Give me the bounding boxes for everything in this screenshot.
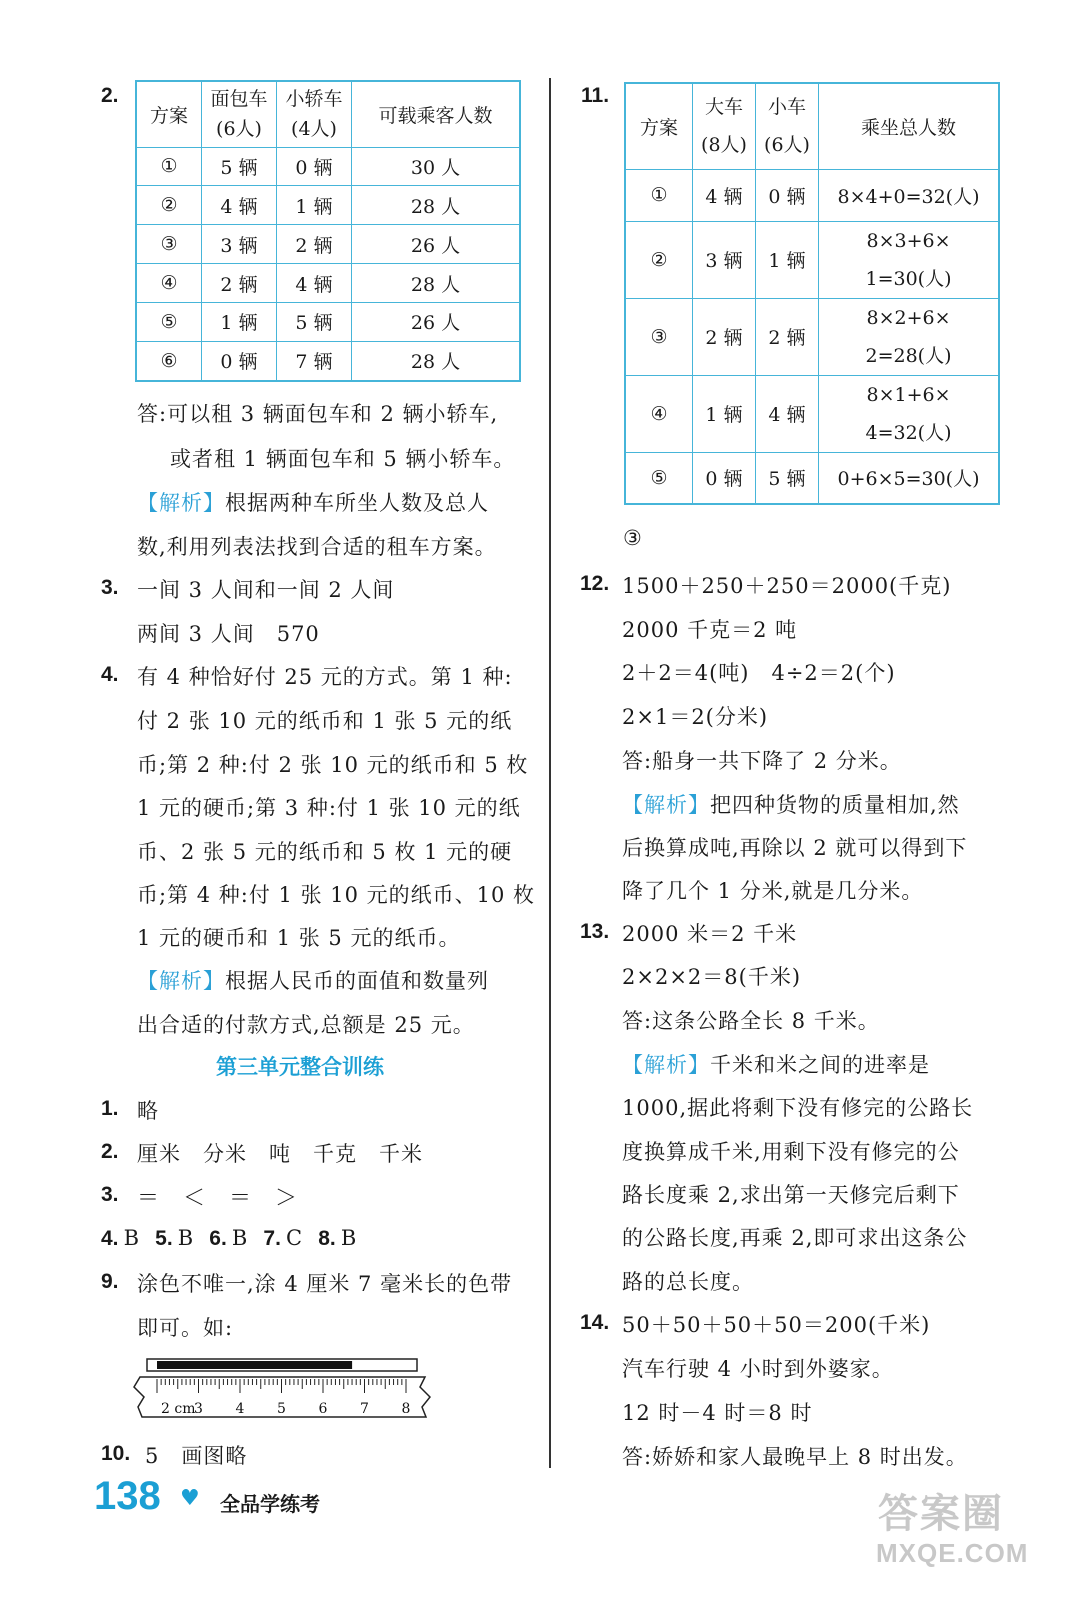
van-cell: 5 辆: [202, 147, 277, 186]
q12-analysis-line1: [622, 789, 960, 819]
q13-analysis-line: 的公路长度,再乘 2,即可求出这条公: [622, 1226, 968, 1250]
ruler-label: 8: [401, 1401, 411, 1417]
q14-line: 50＋50＋50＋50＝200(千米): [622, 1313, 931, 1337]
car-cell: 2 辆: [277, 225, 352, 264]
q4-line: 币、2 张 5 元的纸币和 5 枚 1 元的硬: [137, 840, 513, 864]
van-cell: 0 辆: [202, 341, 277, 381]
total-cell: [819, 298, 1000, 375]
passenger-cell: 28 人: [352, 186, 521, 225]
big-cell: 0 辆: [693, 452, 756, 504]
total-cell: 8×4+0=32(人): [819, 169, 1000, 221]
header-big-car: [693, 83, 756, 169]
header-small-car: [756, 83, 819, 169]
s2-answer: 厘米 分米 吨 千克 千米: [137, 1142, 423, 1166]
car-cell: 4 辆: [277, 264, 352, 303]
q12-line: 2×1＝2(分米): [622, 705, 769, 729]
ruler-label: 4: [235, 1401, 245, 1417]
analysis-text: 把四种货物的质量相加,然: [710, 793, 960, 817]
s9-line1: 涂色不唯一,涂 4 厘米 7 毫米长的色带: [137, 1272, 513, 1296]
s10-number: 10.: [101, 1442, 131, 1465]
q13-line: 2×2×2＝8(千米): [622, 965, 802, 989]
header-total: 乘坐总人数: [819, 83, 1000, 169]
table-row: [625, 169, 999, 221]
s4-number: 4.: [101, 1227, 119, 1250]
small-cell: 1 辆: [756, 221, 819, 298]
q3-number: 3.: [101, 576, 119, 599]
ruler-label: 7: [360, 1401, 369, 1417]
q13-analysis-line1: [622, 1049, 930, 1079]
van-cell: 1 辆: [202, 303, 277, 342]
small-cell: 2 辆: [756, 298, 819, 375]
table-row: [625, 298, 999, 375]
s1-answer: 略: [137, 1099, 159, 1123]
total-expr: 8×1+6×: [866, 383, 951, 406]
van-cell: 3 辆: [202, 225, 277, 264]
header-car: [277, 81, 352, 147]
q2-table-header: [136, 81, 520, 147]
s5-answer: B: [177, 1226, 195, 1250]
q12-analysis-line3: 降了几个 1 分米,就是几分米。: [622, 879, 924, 903]
big-cell: 4 辆: [693, 169, 756, 221]
plan-cell: ②: [625, 221, 693, 298]
color-strip-shaded: [157, 1361, 352, 1369]
total-cell: [819, 221, 1000, 298]
s7-answer: C: [286, 1226, 304, 1250]
q4-number: 4.: [101, 663, 119, 686]
total-expr: 8×2+6×: [866, 306, 951, 329]
q11-number: 11.: [581, 84, 610, 107]
q4-analysis-line1: [137, 965, 489, 995]
section-title: 第三单元整合训练: [216, 1056, 384, 1079]
q13-analysis-line: 度换算成千米,用剩下没有修完的公: [622, 1140, 960, 1164]
s4-8-answers: [101, 1226, 357, 1251]
q13-analysis-line: 路长度乘 2,求出第一天修完后剩下: [622, 1183, 960, 1207]
header-van-cap: (6人): [216, 118, 262, 141]
header-plan: 方案: [136, 81, 202, 147]
q3-line2: 两间 3 人间 570: [137, 622, 320, 646]
q12-line: 答:船身一共下降了 2 分米。: [622, 749, 902, 773]
q12-analysis-line2: 后换算成吨,再除以 2 就可以得到下: [622, 836, 968, 860]
analysis-tag: 【解析】: [137, 969, 225, 993]
car-cell: 7 辆: [277, 341, 352, 381]
van-cell: 2 辆: [202, 264, 277, 303]
s8-number: 8.: [318, 1227, 336, 1250]
q12-line: 2000 千克＝2 吨: [622, 618, 798, 642]
analysis-tag: 【解析】: [137, 491, 225, 515]
table-row: [136, 147, 520, 186]
q2-number: 2.: [101, 84, 119, 107]
heart-icon: ♥: [180, 1486, 200, 1511]
s9-line2: 即可。如:: [137, 1316, 234, 1340]
s10-answer: 5 画图略: [145, 1444, 248, 1468]
q3-line1: 一间 3 人间和一间 2 人间: [137, 578, 395, 602]
q4-line: 付 2 张 10 元的纸币和 1 张 5 元的纸: [137, 709, 513, 733]
analysis-tag: 【解析】: [622, 793, 710, 817]
total-expr: 8×3+6×: [866, 229, 951, 252]
total-cell: 0+6×5=30(人): [819, 452, 1000, 504]
passenger-cell: 26 人: [352, 225, 521, 264]
q4-line: 1 元的硬币;第 3 种:付 1 张 10 元的纸: [137, 796, 521, 820]
q2-analysis-line2: 数,利用列表法找到合适的租车方案。: [137, 535, 497, 559]
small-cell: 5 辆: [756, 452, 819, 504]
plan-cell: ④: [625, 375, 693, 452]
s1-number: 1.: [101, 1097, 119, 1120]
header-van-name: 面包车: [210, 88, 268, 111]
table-row: [625, 221, 999, 298]
s6-answer: B: [231, 1226, 249, 1250]
car-cell: 0 辆: [277, 147, 352, 186]
total-result: 2=28(人): [865, 344, 952, 367]
analysis-text: 根据两种车所坐人数及总人: [225, 491, 489, 515]
header-big-name: 大车: [704, 96, 743, 119]
plan-cell: ②: [136, 186, 202, 225]
q14-number: 14.: [580, 1311, 610, 1334]
q4-line: 币;第 4 种:付 1 张 10 元的纸币、10 枚: [137, 883, 536, 907]
q14-line: 汽车行驶 4 小时到外婆家。: [622, 1357, 894, 1381]
q4-line: 币;第 2 种:付 2 张 10 元的纸币和 5 枚: [137, 753, 529, 777]
q2-answer-line2: 或者租 1 辆面包车和 5 辆小轿车。: [170, 447, 516, 471]
plan-cell: ⑥: [136, 341, 202, 381]
s3-number: 3.: [101, 1183, 119, 1206]
q14-line: 12 时－4 时＝8 时: [622, 1401, 813, 1425]
plan-cell: ③: [136, 225, 202, 264]
s3-answer: ＝ ＜ ＝ ＞: [137, 1186, 299, 1211]
q13-analysis-line: 1000,据此将剩下没有修完的公路长: [622, 1096, 974, 1120]
q11-table-header: [625, 83, 999, 169]
header-small-name: 小车: [767, 96, 806, 119]
small-cell: 0 辆: [756, 169, 819, 221]
passenger-cell: 28 人: [352, 264, 521, 303]
plan-cell: ①: [136, 147, 202, 186]
q4-analysis-line2: 出合适的付款方式,总额是 25 元。: [137, 1013, 475, 1037]
q2-rental-table: [135, 80, 521, 382]
analysis-tag: 【解析】: [622, 1053, 710, 1077]
s9-number: 9.: [101, 1270, 119, 1293]
header-small-cap: (6人): [764, 134, 810, 157]
ruler-label: 6: [318, 1401, 328, 1417]
ruler-label: 5: [277, 1401, 286, 1417]
table-row: [625, 375, 999, 452]
q2-answer-line1: 答:可以租 3 辆面包车和 2 辆小轿车,: [137, 402, 499, 426]
q13-line: 答:这条公路全长 8 千米。: [622, 1009, 880, 1033]
header-big-cap: (8人): [701, 134, 747, 157]
q12-number: 12.: [580, 572, 610, 595]
analysis-text: 根据人民币的面值和数量列: [225, 969, 489, 993]
ruler-label: 2 cm: [161, 1401, 196, 1417]
q2-analysis-line1: [137, 487, 489, 517]
header-passengers: 可载乘客人数: [352, 81, 521, 147]
s4-answer: B: [123, 1226, 141, 1250]
table-row: [136, 303, 520, 342]
column-divider: [549, 78, 551, 1468]
q12-line: 2＋2＝4(吨) 4÷2＝2(个): [622, 661, 896, 685]
q13-number: 13.: [580, 920, 610, 943]
table-row: [136, 341, 520, 381]
s7-number: 7.: [263, 1227, 281, 1250]
plan-cell: ⑤: [136, 303, 202, 342]
van-cell: 4 辆: [202, 186, 277, 225]
q4-line: 有 4 种恰好付 25 元的方式。第 1 种:: [137, 665, 513, 689]
s6-number: 6.: [209, 1227, 227, 1250]
passenger-cell: 30 人: [352, 147, 521, 186]
big-cell: 1 辆: [693, 375, 756, 452]
big-cell: 2 辆: [693, 298, 756, 375]
plan-cell: ⑤: [625, 452, 693, 504]
header-car-cap: (4人): [291, 118, 337, 141]
watermark-logo: 答案圈: [878, 1492, 1004, 1536]
passenger-cell: 28 人: [352, 341, 521, 381]
s2-number: 2.: [101, 1140, 119, 1163]
car-cell: 5 辆: [277, 303, 352, 342]
q13-analysis-line: 路的总长度。: [622, 1270, 754, 1294]
table-row: [136, 225, 520, 264]
big-cell: 3 辆: [693, 221, 756, 298]
total-result: 1=30(人): [865, 267, 952, 290]
s8-answer: B: [340, 1226, 358, 1250]
small-cell: 4 辆: [756, 375, 819, 452]
table-row: [625, 452, 999, 504]
header-car-name: 小轿车: [285, 88, 343, 111]
q12-line: 1500＋250＋250＝2000(千克): [622, 574, 952, 598]
header-plan: 方案: [625, 83, 693, 169]
q11-bus-table: [624, 82, 1000, 505]
q14-line: 答:娇娇和家人最晚早上 8 时出发。: [622, 1445, 968, 1469]
total-result: 4=32(人): [865, 421, 952, 444]
ruler-label: 3: [194, 1401, 203, 1417]
brand-name: 全品学练考: [220, 1494, 320, 1516]
analysis-text: 千米和米之间的进率是: [710, 1053, 930, 1077]
passenger-cell: 26 人: [352, 303, 521, 342]
total-cell: [819, 375, 1000, 452]
header-van: [202, 81, 277, 147]
plan-cell: ③: [625, 298, 693, 375]
car-cell: 1 辆: [277, 186, 352, 225]
s5-number: 5.: [155, 1227, 173, 1250]
page-number: 138: [94, 1474, 161, 1518]
q11-answer: ③: [623, 526, 643, 550]
plan-cell: ④: [136, 264, 202, 303]
table-row: [136, 264, 520, 303]
q13-line: 2000 米＝2 千米: [622, 922, 798, 946]
watermark-url: MXQE.COM: [876, 1538, 1029, 1568]
q4-line: 1 元的硬币和 1 张 5 元的纸币。: [137, 926, 461, 950]
table-row: [136, 186, 520, 225]
plan-cell: ①: [625, 169, 693, 221]
ruler-figure: [130, 1355, 440, 1425]
